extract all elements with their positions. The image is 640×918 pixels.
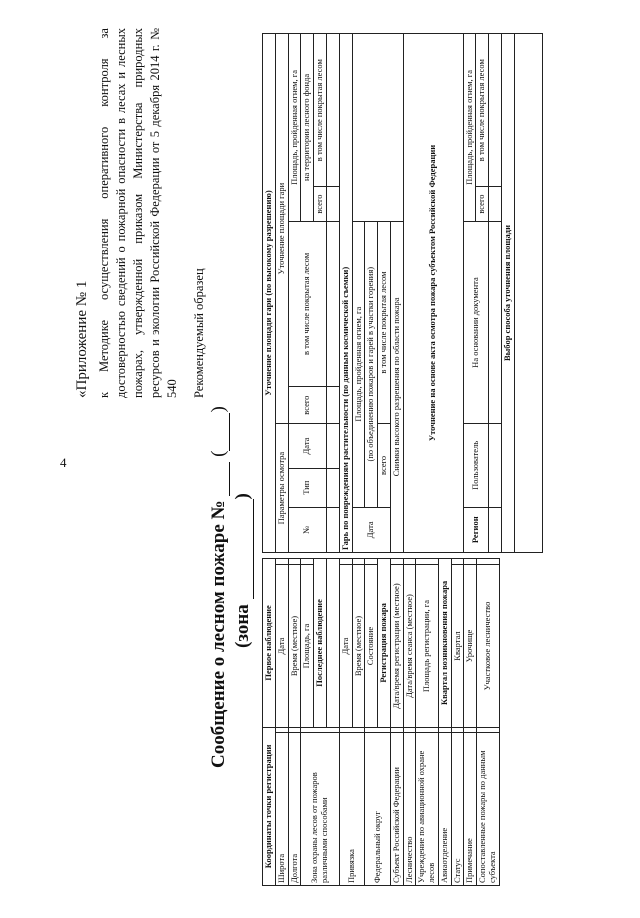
refine-hi-header: Уточнение площади гари (по высокому разрешению): [263, 34, 276, 553]
shoot-params-header: Параметры осмотра: [275, 424, 288, 553]
zone-protection-value[interactable]: [301, 727, 340, 732]
reg-datetime-value[interactable]: [390, 559, 403, 565]
row-incl-cell[interactable]: [326, 221, 339, 386]
appendix-text: к Методике осуществления оперативного контроля за достоверностью сведений о пожарной опасности в лесах и лесных пожарах, утвержденной приказом Министерства природных ресурсов и экологии Российской Федерации от 5 декабря 2014 г. № 540: [97, 28, 179, 398]
report-number-blank-2: [229, 413, 230, 451]
binding-label: Привязка: [339, 732, 365, 885]
aviadivision-label: Авиаотделение: [438, 732, 451, 885]
time2-value[interactable]: [352, 559, 365, 565]
paren-open: (: [208, 450, 229, 457]
zone-protection-label: Зона охраны лесов от пожаров различными способами: [301, 732, 340, 885]
doc-cell[interactable]: [489, 221, 502, 423]
method-cell[interactable]: [514, 34, 542, 553]
first-obs-header: Первое наблюдение: [263, 559, 276, 728]
row-total2-cell[interactable]: [326, 187, 339, 222]
reg-area-label: Площадь регистрации, га: [416, 565, 439, 728]
burn-damage-blank: [352, 34, 403, 222]
status-label: Статус: [451, 732, 464, 885]
quarter-label: Квартал: [451, 565, 464, 728]
latitude-value[interactable]: [275, 727, 288, 732]
incl-forest4-header: в том числе покрытая лесом: [476, 34, 489, 187]
incl-forest3-header: в том числе покрытая лесом: [378, 221, 391, 423]
region-header: Регион: [463, 507, 489, 552]
subject-value[interactable]: [390, 727, 403, 732]
area-label: Площадь, га: [301, 565, 314, 728]
total2-header: всего: [314, 187, 327, 222]
reg-datetime-label: Дата/время регистрации (местное): [390, 565, 403, 728]
fed-district-label: Федеральный округ: [365, 732, 391, 885]
note-value[interactable]: [464, 727, 477, 732]
total3-header: всего: [378, 424, 391, 507]
coords-header: Координаты точки регистрации: [263, 727, 276, 885]
row-date-cell[interactable]: [326, 424, 339, 469]
fire-reg-header: Регистрация пожара: [378, 559, 391, 728]
report-title-text: Сообщение о лесном пожаре №: [208, 500, 229, 768]
date-header: Дата: [288, 424, 326, 469]
refine-burn-header: Уточнение площади гари: [275, 34, 288, 424]
user-cell[interactable]: [489, 424, 502, 507]
date2-label: Дата: [339, 565, 352, 728]
on-fund-header: на территории лесного фонда: [301, 34, 314, 222]
time-value[interactable]: [288, 559, 301, 565]
status-value[interactable]: [451, 727, 464, 732]
area-passed-header: Площадь, пройденная огнем, га: [288, 34, 301, 222]
burn-damage-header: Гарь по повреждениям растительности (по данным космической съемки): [339, 34, 352, 553]
date-label: Дата: [275, 565, 288, 728]
note-label: Примечание: [464, 732, 477, 885]
area-passed3-header: Площадь, пройденная огнем, га: [463, 34, 476, 222]
session-datetime-value[interactable]: [403, 559, 416, 565]
quarter-origin-header: Квартал возникновения пожара: [438, 559, 451, 728]
institution-value[interactable]: [416, 727, 439, 732]
last-obs-header: Последнее наблюдение: [314, 559, 327, 728]
total4-header: всего: [476, 187, 489, 222]
appendix-title: «Приложение № 1: [74, 280, 90, 398]
paren-close: ): [208, 406, 229, 413]
row-num-cell[interactable]: [326, 507, 339, 552]
total4-cell[interactable]: [489, 187, 502, 222]
region-cell[interactable]: [489, 507, 502, 552]
user-header: Пользователь: [463, 424, 489, 507]
fire-registration-table: [262, 558, 500, 886]
time2-label: Время (местное): [352, 565, 365, 728]
binding-value[interactable]: [339, 727, 365, 732]
longitude-value[interactable]: [288, 727, 301, 732]
based-on-doc-header: На основании документа: [463, 221, 489, 423]
last-obs-spacer: [326, 559, 339, 728]
fed-district-value[interactable]: [365, 727, 391, 732]
reg-area-value[interactable]: [416, 559, 439, 565]
report-number-blank: [229, 462, 230, 496]
comparable-value[interactable]: [477, 727, 500, 732]
combined-header: (по объединению пожаров и гарей в участки горения): [365, 221, 378, 507]
zone-line: [232, 493, 254, 648]
local-forestry-label: Участковое лесничество: [477, 565, 500, 728]
area-value[interactable]: [301, 559, 314, 565]
session-datetime-label: Дата/время сеанса (местное): [403, 565, 416, 728]
zone-blank: [253, 499, 254, 599]
quarter-value[interactable]: [451, 559, 464, 565]
incl-forest2-header: в том числе покрытая лесом: [314, 34, 327, 187]
appendix-header: [72, 28, 208, 398]
forestry-value[interactable]: [403, 727, 416, 732]
type-header: Тип: [288, 468, 326, 507]
forestry-label: Лесничество: [403, 732, 416, 885]
state-value[interactable]: [365, 559, 378, 565]
local-forestry-value[interactable]: [477, 559, 500, 565]
comparable-label: Сопоставленные пожары по данным субъекта: [477, 732, 500, 885]
report-title: [208, 406, 230, 768]
total-header: всего: [288, 387, 326, 424]
recommended-sample: Рекомендуемый образец: [191, 268, 206, 398]
method-header: Выбор способа уточнения площади: [502, 34, 515, 553]
zone-close: ): [232, 493, 253, 500]
page-number: 4: [60, 455, 67, 470]
incl-forest-header: в том числе покрытая лесом: [288, 221, 326, 386]
aviadivision-value[interactable]: [438, 727, 451, 732]
date-col-header: Дата: [352, 507, 390, 552]
longitude-label: Долгота: [288, 732, 301, 885]
incl4-cell[interactable]: [489, 34, 502, 187]
tract-value[interactable]: [464, 559, 477, 565]
zone-label: (зона: [232, 604, 253, 648]
num-header: №: [288, 507, 326, 552]
refine-act-header: Уточнение на основе акта осмотра пожара субъектом Российской Федерации: [403, 34, 463, 553]
subject-label: Субъект Российской Федерации: [390, 732, 403, 885]
row-incl2-cell[interactable]: [326, 34, 339, 187]
date-value[interactable]: [275, 559, 288, 565]
burn-area-table: [262, 33, 543, 553]
time-label: Время (местное): [288, 565, 301, 728]
state-label: Состояние: [365, 565, 378, 728]
row-total-cell[interactable]: [326, 387, 339, 424]
area-passed2-header: Площадь, пройденная огнем, га: [352, 221, 365, 507]
tract-label: Урочище: [464, 565, 477, 728]
hi-res-images: Снимки высокого разрешения по области пожара: [390, 221, 403, 552]
row-type-cell[interactable]: [326, 468, 339, 507]
date2-value[interactable]: [339, 559, 352, 565]
institution-label: Учреждение по авиационной охране лесов: [416, 732, 439, 885]
latitude-label: Широта: [275, 732, 288, 885]
